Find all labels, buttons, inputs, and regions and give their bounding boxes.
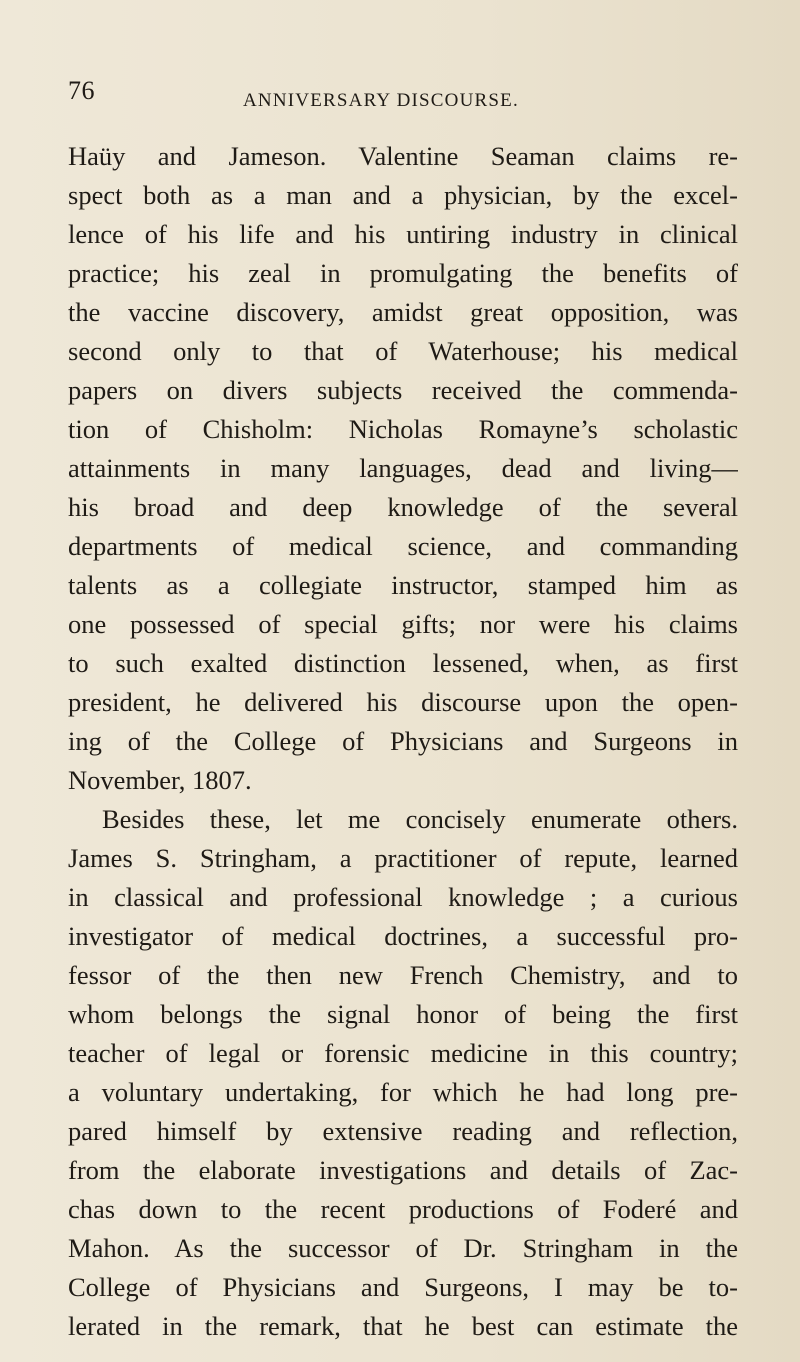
text-line: departments of medical science, and commanding <box>68 531 738 561</box>
text-line: talents as a collegiate instructor, stamped him as <box>68 570 738 600</box>
paragraph-end-line: November, 1807. <box>68 765 252 795</box>
text-line: lerated in the remark, that he best can estimate the <box>68 1311 738 1341</box>
text-line: investigator of medical doctrines, a successful pro- <box>68 921 738 951</box>
text-line: a voluntary undertaking, for which he had long pre- <box>68 1077 738 1107</box>
text-line: second only to that of Waterhouse; his medical <box>68 336 738 366</box>
text-line: ing of the College of Physicians and Surgeons in <box>68 726 738 756</box>
text-line: practice; his zeal in promulgating the benefits of <box>68 258 738 288</box>
text-line: the vaccine discovery, amidst great opposition, was <box>68 297 738 327</box>
text-line: attainments in many languages, dead and living— <box>68 453 738 483</box>
text-line: James S. Stringham, a practitioner of repute, learned <box>68 843 738 873</box>
text-line: lence of his life and his untiring industry in clinical <box>68 219 738 249</box>
page-number: 76 <box>68 76 95 105</box>
text-line: pared himself by extensive reading and reflection, <box>68 1116 738 1146</box>
text-line: to such exalted distinction lessened, when, as first <box>68 648 738 678</box>
text-line: whom belongs the signal honor of being the first <box>68 999 738 1029</box>
text-line: papers on divers subjects received the commenda- <box>68 375 738 405</box>
text-line: chas down to the recent productions of Foderé and <box>68 1194 738 1224</box>
text-line: fessor of the then new French Chemistry, and to <box>68 960 738 990</box>
text-line: one possessed of special gifts; nor were his claims <box>68 609 738 639</box>
text-line: in classical and professional knowledge ; a curious <box>68 882 738 912</box>
paragraph-start-line: Besides these, let me concisely enumerate others. <box>102 804 738 834</box>
text-line: teacher of legal or forensic medicine in this country; <box>68 1038 738 1068</box>
text-line: spect both as a man and a physician, by the excel- <box>68 180 738 210</box>
text-line: his broad and deep knowledge of the several <box>68 492 738 522</box>
text-line: tion of Chisholm: Nicholas Romayne’s scholastic <box>68 414 738 444</box>
body-text <box>68 137 738 1346</box>
text-line: president, he delivered his discourse upon the open- <box>68 687 738 717</box>
text-line: Mahon. As the successor of Dr. Stringham in the <box>68 1233 738 1263</box>
running-head: ANNIVERSARY DISCOURSE. <box>243 90 519 111</box>
text-line: College of Physicians and Surgeons, I may be to- <box>68 1272 738 1302</box>
text-line: Haüy and Jameson. Valentine Seaman claims re- <box>68 141 738 171</box>
text-line: from the elaborate investigations and details of Zac- <box>68 1155 738 1185</box>
